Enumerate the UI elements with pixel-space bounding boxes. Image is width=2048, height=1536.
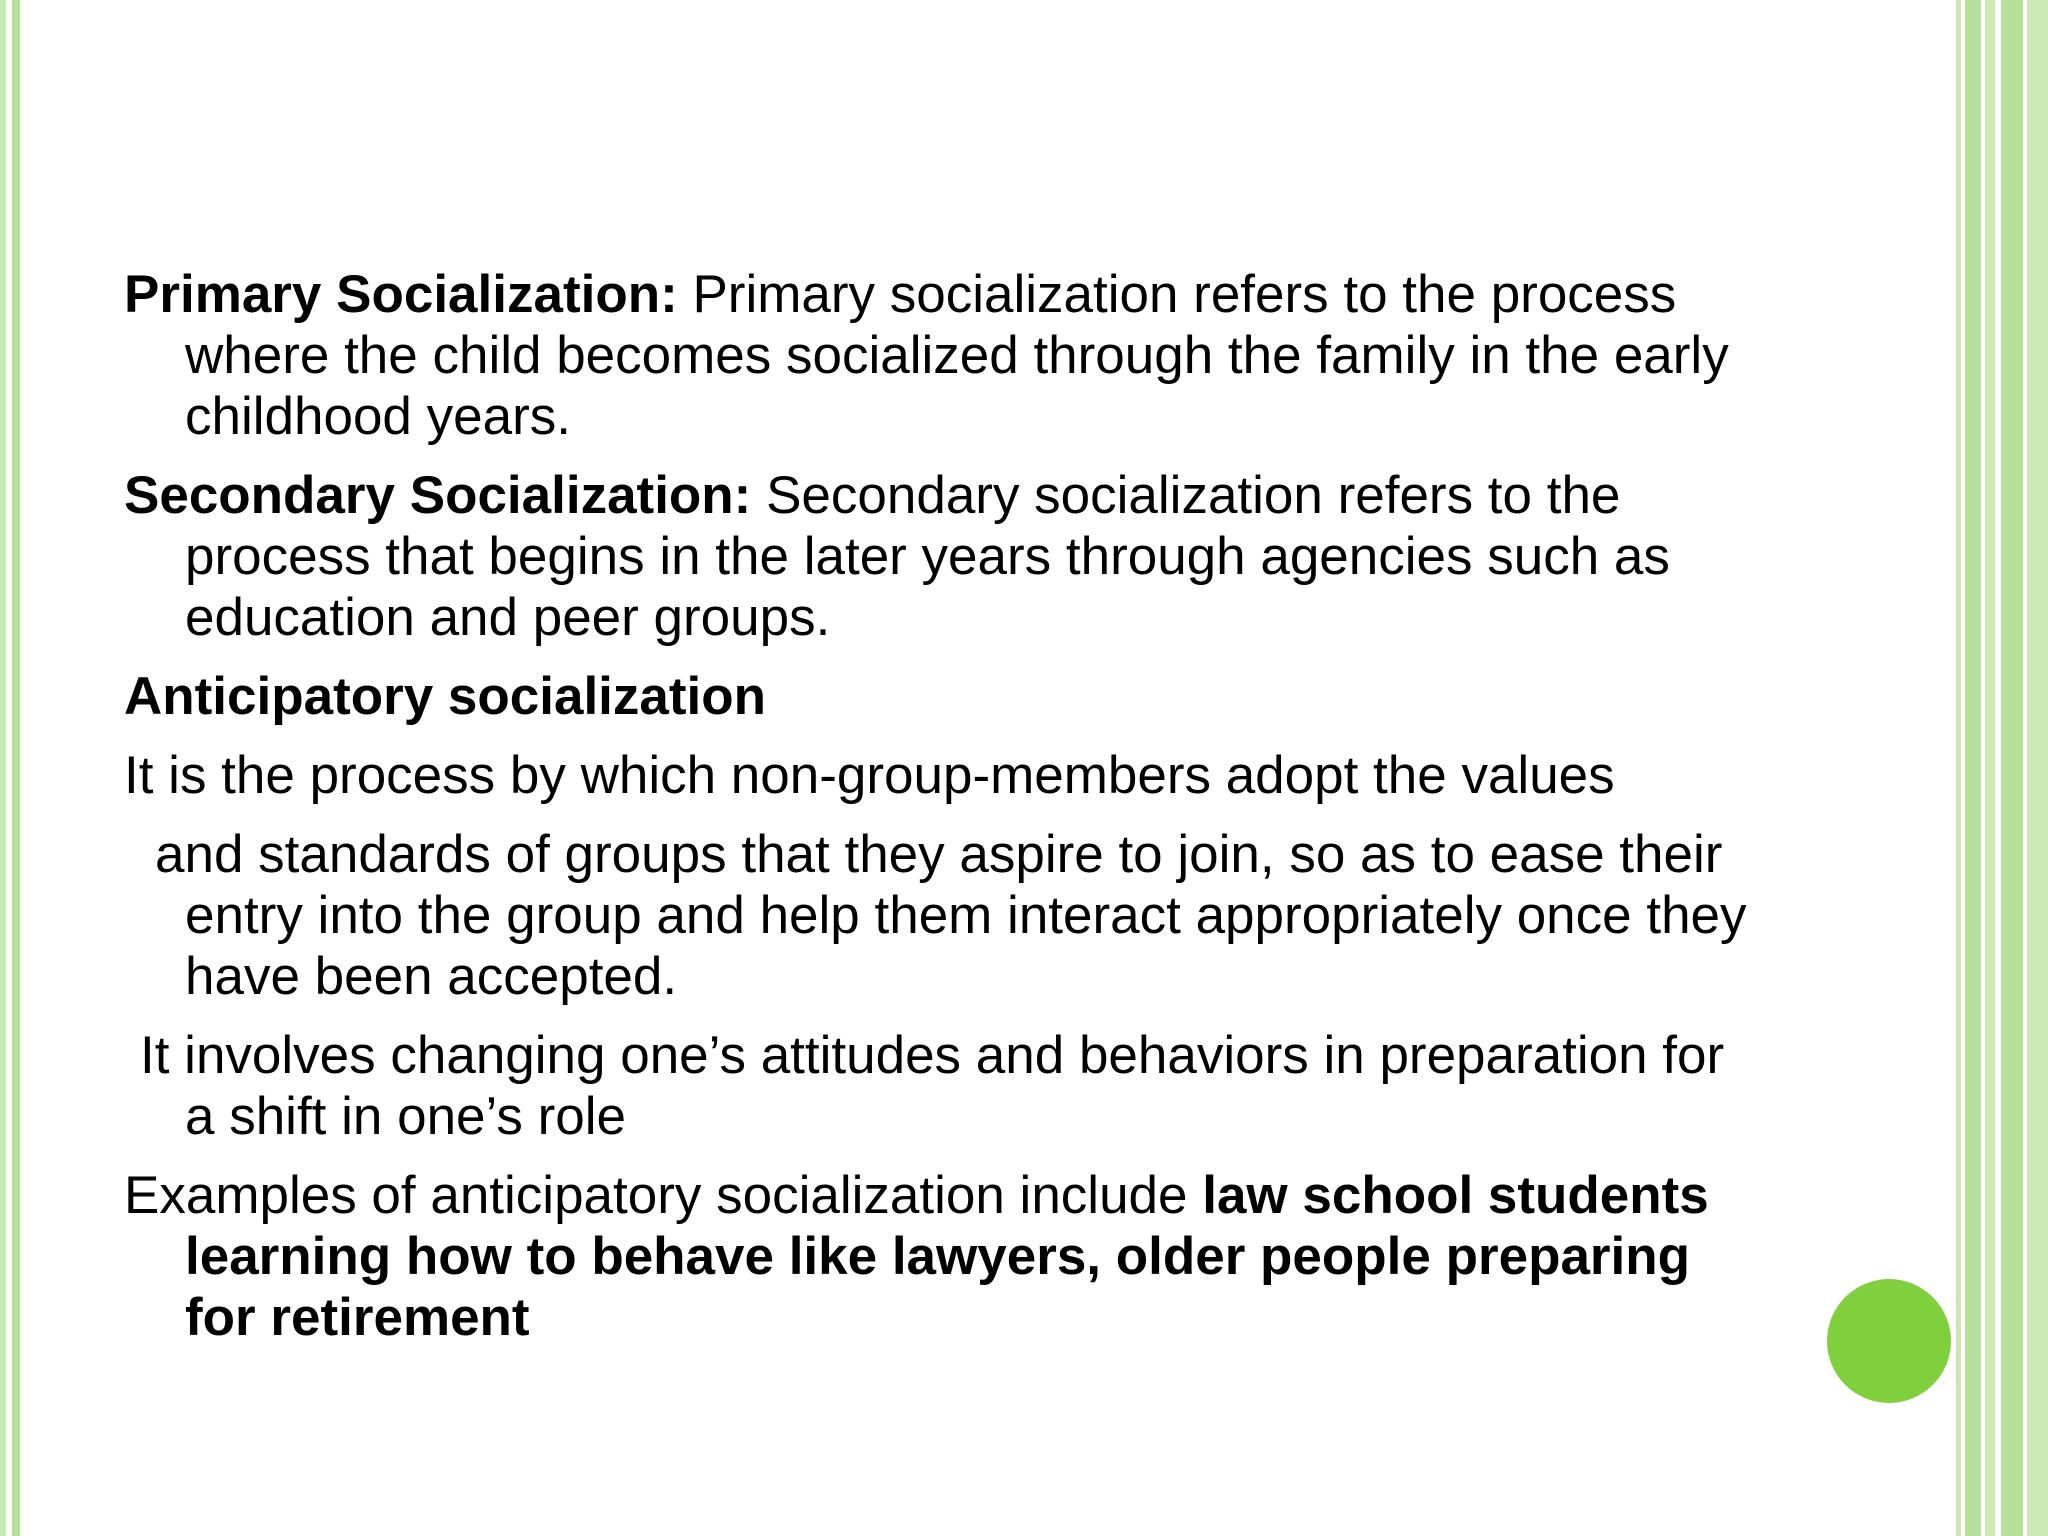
involves-paragraph: It involves changing one’s attitudes and behaviors in preparation for a shift in one’s role	[140, 1026, 1725, 1146]
secondary-socialization-term: Secondary Socialization:	[124, 466, 752, 525]
primary-socialization-term: Primary Socialization:	[124, 265, 678, 324]
examples-bold-text: law school students learning how to behave like lawyers, older people preparing for retirement	[185, 1166, 1709, 1347]
examples-paragraph	[124, 1165, 1764, 1348]
anticipatory-definition-continued: and standards of groups that they aspire to join, so as to ease their entry into the group and help them interact appropriately once they have been accepted.	[155, 825, 1747, 1006]
right-border-stripe	[1985, 0, 1995, 1536]
left-border-line	[0, 0, 6, 1536]
secondary-socialization-paragraph	[124, 465, 1764, 648]
slide-body	[124, 264, 1764, 1348]
green-circle-decoration	[1827, 1279, 1951, 1403]
anticipatory-socialization-heading: Anticipatory socialization	[124, 667, 767, 726]
examples-text: Examples of anticipatory socialization include	[124, 1166, 1203, 1225]
right-border-stripe	[1956, 0, 1961, 1536]
right-border-stripe	[1965, 0, 1981, 1536]
right-border-stripe	[2001, 0, 2023, 1536]
left-border-line	[12, 0, 20, 1536]
anticipatory-definition-line: It is the process by which non-group-members adopt the values	[124, 746, 1615, 805]
right-border-stripe	[2027, 0, 2048, 1536]
secondary-socialization-text: Secondary socialization refers to the process that begins in the later years through agencies such as education and peer groups.	[185, 466, 1670, 647]
primary-socialization-paragraph	[124, 264, 1764, 447]
primary-socialization-text: Primary socialization refers to the process where the child becomes socialized through the family in the early childhood years.	[185, 265, 1729, 446]
